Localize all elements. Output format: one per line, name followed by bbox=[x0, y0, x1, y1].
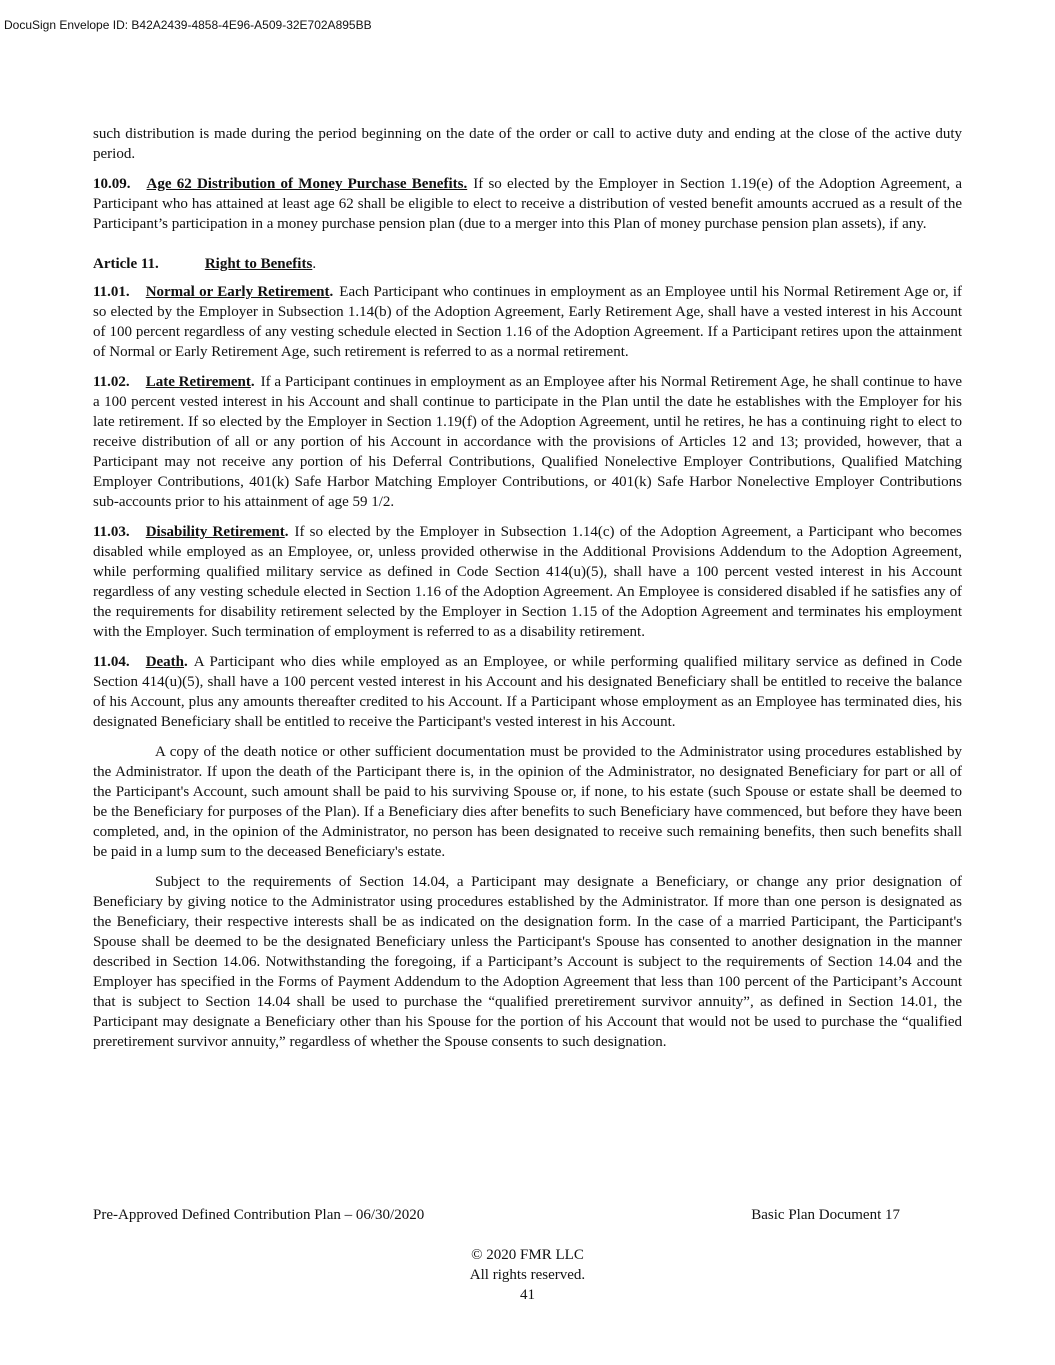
section-number: 11.02. bbox=[93, 374, 130, 390]
article-title-period: . bbox=[312, 256, 317, 272]
article-label: Article 11. bbox=[93, 256, 159, 272]
section-heading-period: . bbox=[184, 654, 188, 670]
section-body: If a Participant continues in employment as an Employee after his Normal Retirement Age, he shall continue to have a 100 percent vested interest in his Account and shall continue to participate in the Plan until the date he establishes with the Employer for his late retirement. If so elected by the Employer in Section 1.19(f) of the Adoption Agreement, until he retires, he has a continuing right to elect to receive distribution of all or any portion of his Account in accordance with the provisions of Articles 12 and 13; provided, however, that a Participant may not receive any portion of his Deferral Contributions, Qualified Nonelective Employer Contributions, Qualified Matching Employer Contributions, 401(k) Safe Harbor Matching Employer Contributions, or 401(k) Safe Harbor Nonelective Employer Contributions sub-accounts prior to his attainment of age 59 1/2. bbox=[93, 374, 962, 510]
section-11-03 bbox=[93, 522, 962, 642]
section-body: If so elected by the Employer in Section 1.19(e) of the Adoption Agreement, a Participant who has attained at least age 62 shall be eligible to elect to receive a distribution of vested benefit amounts accrued as a result of the Participant’s participation in a money purchase pension plan (due to a merger into this Plan of money purchase pension plan assets), if any. bbox=[93, 176, 963, 232]
section-number: 11.03. bbox=[93, 524, 130, 540]
section-heading-period: . bbox=[250, 374, 255, 390]
section-number: 10.09. bbox=[93, 176, 131, 192]
article-11-heading bbox=[93, 254, 962, 274]
section-11-04-paragraph-3: Subject to the requirements of Section 14.04, a Participant may designate a Beneficiary, or change any prior designation of Beneficiary by giving notice to the Administrator using procedures established by the Administrator. If more than one person is designated as the Beneficiary, their respective interests shall be as indicated on the designation form. In the case of a married Participant, the Participant's Spouse shall be deemed to be the designated Beneficiary unless the Participant's Spouse has consented to another designation in the manner described in Section 14.06. Notwithstanding the foregoing, if a Participant’s Account is subject to the requirements of Section 14.04 and the Employer has specified in the Forms of Payment Addendum to the Adoption Agreement that less than 100 percent of the Participant’s Account that is subject to Section 14.04 shall be used to purchase the “qualified preretirement survivor annuity”, as defined in Section 14.01, the Participant may designate a Beneficiary other than his Spouse for the portion of his Account that would not be used to purchase the “qualified preretirement survivor annuity,” regardless of whether the Spouse consents to such designation. bbox=[93, 874, 962, 1050]
document-body bbox=[93, 124, 962, 1062]
section-number: 11.01. bbox=[93, 284, 130, 300]
section-heading: Age 62 Distribution of Money Purchase Benefits. bbox=[146, 176, 468, 192]
section-11-01 bbox=[93, 282, 962, 362]
section-heading: Disability Retirement bbox=[145, 524, 285, 540]
section-body: If so elected by the Employer in Subsection 1.14(c) of the Adoption Agreement, a Participant who becomes disabled while employed as an Employee, or, unless provided otherwise in the Additional Provisions Addendum to the Adoption Agreement, while performing qualified military service as defined in Code Section 414(u)(5), shall have a 100 percent vested interest in his Account regardless of any vesting schedule elected in Section 1.16 of the Adoption Agreement. An Employee is considered disabled if he satisfies any of the requirements for disability retirement selected by the Employer in Section 1.15 of the Adoption Agreement and terminates his employment with the Employer. Such termination of employment is referred to as a disability retirement. bbox=[93, 524, 962, 640]
docusign-envelope-id: DocuSign Envelope ID: B42A2439-4858-4E96-A509-32E702A895BB bbox=[4, 18, 372, 32]
section-heading-period: . bbox=[284, 524, 289, 540]
footer-plan-name: Pre-Approved Defined Contribution Plan – 06/30/2020 bbox=[93, 1207, 425, 1223]
section-11-02 bbox=[93, 372, 962, 512]
section-number: 11.04. bbox=[93, 654, 130, 670]
footer-document-label: Basic Plan Document 17 bbox=[751, 1207, 900, 1223]
section-heading-period: . bbox=[329, 284, 334, 300]
rights-reserved: All rights reserved. bbox=[469, 1267, 586, 1283]
section-heading: Normal or Early Retirement bbox=[145, 284, 330, 300]
page-number: 41 bbox=[520, 1287, 535, 1303]
section-10-09 bbox=[93, 174, 962, 234]
article-title: Right to Benefits bbox=[204, 256, 313, 272]
section-body: Each Participant who continues in employment as an Employee until his Normal Retirement Age or, if so elected by the Employer in Subsection 1.14(b) of the Adoption Agreement, Early Retirement Age, shall have a vested interest in his Account of 100 percent regardless of any vesting schedule elected in Section 1.16 of the Adoption Agreement. If a Participant retires upon the attainment of Normal or Early Retirement Age, such retirement is referred to as a normal retirement. bbox=[93, 284, 962, 360]
section-11-04-paragraph-2: A copy of the death notice or other sufficient documentation must be provided to the Administrator using procedures established by the Administrator. If upon the death of the Participant there is, in the opinion of the Administrator, no designated Beneficiary for part or all of the Participant's Account, such amount shall be paid to his surviving Spouse or, if none, to his estate (such Spouse or estate shall be deemed to be the Beneficiary for purposes of the Plan). If a Beneficiary dies after benefits to such Beneficiary have commenced, but before they have been completed, and, in the opinion of the Administrator, no person has been designated to receive such remaining benefits, then such benefits shall be paid in a lump sum to the deceased Beneficiary's estate. bbox=[93, 744, 962, 860]
section-heading: Death bbox=[145, 654, 185, 670]
copyright-block bbox=[0, 1245, 1055, 1305]
section-body: A Participant who dies while employed as an Employee, or while performing qualified military service as defined in Code Section 414(u)(5), shall have a 100 percent vested interest in his Account and his designated Beneficiary shall be entitled to receive the balance of his Account, plus any amounts thereafter credited to his Account. If a Participant whose employment as an Employee has terminated dies, his designated Beneficiary shall be entitled to receive the Participant's vested interest in his Account. bbox=[93, 654, 962, 730]
intro-paragraph: such distribution is made during the period beginning on the date of the order or call to active duty and ending at the close of the active duty period. bbox=[93, 126, 962, 162]
section-heading: Late Retirement bbox=[145, 374, 251, 390]
section-11-04 bbox=[93, 652, 962, 732]
copyright-notice: © 2020 FMR LLC bbox=[471, 1247, 584, 1263]
